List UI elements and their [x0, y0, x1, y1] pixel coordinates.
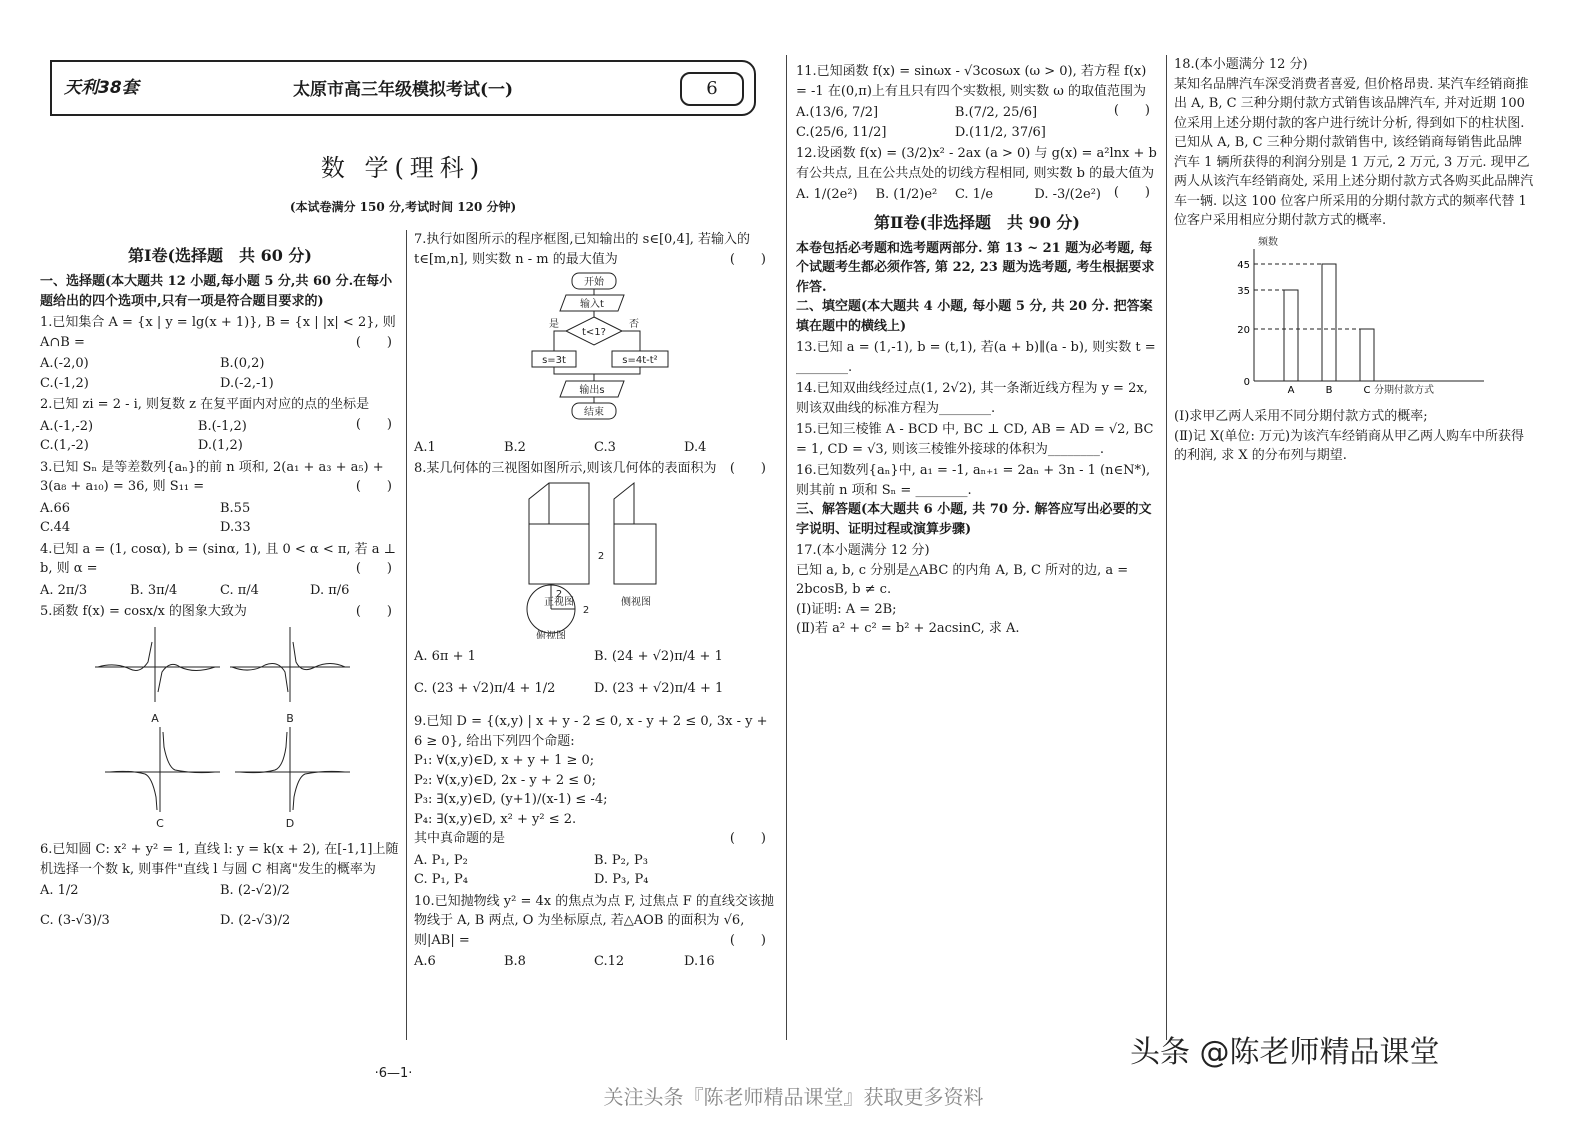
x-tick-label: C: [1363, 384, 1371, 396]
question-10: 10.已知抛物线 y² = 4x 的焦点为点 F, 过焦点 F 的直线交该抛物线于 A, B 两点, O 为坐标原点, 若△AOB 的面积为 √6, 则|AB| = ( ): [414, 893, 774, 948]
q17-part-2: (Ⅱ)若 a² + c² = b² + 2acsinC, 求 A.: [796, 621, 1020, 636]
q9-options: A. P₁, P₂ B. P₂, P₃ C. P₁, P₄ D. P₃, P₄: [414, 852, 649, 887]
question-12: 12.设函数 f(x) = (3/2)x² - 2ax (a > 0) 与 g(x) = a²lnx + b 有公共点, 且在公共点处的切线方程相同, 则实数 b 的最大值为 ( ): [796, 146, 1157, 200]
bar: [1284, 290, 1298, 381]
y-tick-label: 35: [1237, 285, 1250, 297]
q7-flowchart: [414, 269, 774, 429]
logo: 天利38套: [64, 78, 139, 98]
q18-part-2: (Ⅱ)记 X(单位: 万元)为该汽车经销商从甲乙两人购车中所获得的利润, 求 X 的分布列与期望.: [1174, 428, 1525, 463]
page-number: ·6—1·: [374, 1066, 413, 1081]
y-tick-label: 20: [1237, 324, 1250, 336]
subject-title: 数 学(理科): [320, 154, 486, 182]
x-tick-label: B: [1325, 384, 1333, 396]
footer-caption: 关注头条『陈老师精品课堂』获取更多资料: [603, 1085, 984, 1109]
question-4: 4.已知 a = (1, cosα), b = (sinα, 1), 且 0 < α < π, 若 a ⊥ b, 则 α = ( ): [40, 541, 396, 576]
y-tick-label: 0: [1243, 376, 1250, 388]
q10-options: A.6 B.8 C.12 D.16: [414, 954, 715, 969]
question-6: 6.已知圆 C: x² + y² = 1, 直线 l: y = k(x + 2), 在[-1,1]上随机选择一个数 k, 则事件"直线 l 与圆 C 相离"发生的概率为: [40, 842, 399, 877]
question-9: 9.已知 D = {(x,y) | x + y - 2 ≤ 0, x - y + 2 ≤ 0, 3x - y + 6 ≥ 0}, 给出下列四个命题:: [414, 714, 768, 749]
q5-graphs: [40, 622, 400, 832]
question-8: 8.某几何体的三视图如图所示,则该几何体的表面积为 ( ): [414, 461, 766, 476]
solve-section-intro: 三、解答题(本大题共 6 小题, 共 70 分. 解答应写出必要的文字说明、证明过程或演算步骤): [796, 502, 1152, 537]
q9-prop-4: P₄: ∃(x,y)∈D, x² + y² ≤ 2.: [414, 811, 577, 827]
svg-text:B: B: [286, 711, 294, 725]
question-3: 3.已知 Sₙ 是等差数列{aₙ}的前 n 项和, 2(a₁ + a₃ + a₅) + 3(a₈ + a₁₀) = 36, 则 S₁₁ = ( ): [40, 459, 392, 494]
q17-stem: 已知 a, b, c 分别是△ABC 的内角 A, B, C 所对的边, a = 2bcosB, b ≠ c.: [796, 562, 1129, 597]
question-14: 14.已知双曲线经过点(1, 2√2), 其一条渐近线方程为 y = 2x, 则该双曲线的标准方程为________.: [796, 381, 1148, 416]
svg-text:侧视图: 侧视图: [621, 596, 651, 608]
q17-head: 17.(本小题满分 12 分): [796, 543, 930, 558]
exam-title: 太原市高三年级模拟考试(一): [292, 80, 514, 100]
chart-ylabel: 频数: [1258, 236, 1278, 248]
q9-prop-1: P₁: ∀(x,y)∈D, x + y + 1 ≥ 0;: [414, 753, 595, 768]
question-1: 1.已知集合 A = {x | y = lg(x + 1)}, B = {x | |x| < 2}, 则 A∩B = ( ): [40, 315, 396, 350]
column-4: [1174, 55, 1534, 466]
svg-text:输入t: 输入t: [580, 299, 604, 310]
q11-options: A.(13/6, 7/2] B.(7/2, 25/6] C.(25/6, 11/2] D.(11/2, 37/6]: [796, 105, 1046, 140]
q18-head: 18.(本小题满分 12 分): [1174, 57, 1308, 72]
column-1: [40, 238, 400, 932]
q18-stem: 某知名品牌汽车深受消费者喜爱, 但价格昂贵. 某汽车经销商推出 A, B, C 三种分期付款方式销售该品牌汽车, 并对近期 100 位采用上述分期付款的客户进行统计分析, 得到如下的柱状图. 已知从 A, B, C 三种分期付款销售中, 该经销商每销售此品牌汽车 1 辆所获得的利润分别是 1 万元, 2 万元, 3 万元. 现甲乙两人从该汽车经销商处, 采用上述分期付款方式各购买此品牌汽车一辆. 以这 100 位客户所采用的分期付款方式的频率代替 1 位客户采用相应分期付款方式的概率.: [1174, 76, 1534, 228]
bar: [1360, 329, 1374, 381]
svg-text:开始: 开始: [584, 277, 604, 288]
question-15: 15.已知三棱锥 A - BCD 中, BC ⊥ CD, AB = AD = √2, BC = 1, CD = √3, 则该三棱锥外接球的体积为________.: [796, 422, 1154, 457]
column-divider: [786, 55, 787, 1040]
question-16: 16.已知数列{aₙ}中, a₁ = -1, aₙ₊₁ = 2aₙ + 3n - 1 (n∈N*), 则其前 n 项和 Sₙ = ________.: [796, 463, 1151, 498]
svg-text:是: 是: [549, 319, 559, 330]
svg-text:俯视图: 俯视图: [536, 630, 566, 639]
exam-header: [50, 60, 756, 116]
watermark: 头条 @陈老师精品课堂: [1130, 1035, 1440, 1070]
fill-section-intro: 二、填空题(本大题共 4 小题, 每小题 5 分, 共 20 分. 把答案填在题中的横线上): [796, 299, 1153, 334]
svg-text:D: D: [285, 816, 295, 830]
part1-title: 第Ⅰ卷(选择题 共 60 分): [127, 246, 313, 265]
q8-three-views: [414, 479, 774, 639]
part2-title: 第Ⅱ卷(非选择题 共 90 分): [873, 212, 1081, 232]
svg-text:2: 2: [555, 588, 563, 600]
q3-options: A.66 B.55 C.44 D.33: [40, 500, 251, 535]
question-13: 13.已知 a = (1,-1), b = (t,1), 若(a + b)∥(a - b), 则实数 t = ________.: [796, 340, 1156, 375]
q17-part-1: (Ⅰ)证明: A = 2B;: [796, 601, 897, 617]
part2-intro: 本卷包括必考题和选考题两部分. 第 13 ~ 21 题为必考题, 每个试题考生都必须作答, 第 22, 23 题为选考题, 考生根据要求作答.: [796, 240, 1155, 295]
q9-prop-3: P₃: ∃(x,y)∈D, (y+1)/(x-1) ≤ -4;: [414, 792, 608, 807]
q1-options: A.(-2,0) B.(0,2) C.(-1,2) D.(-2,-1): [40, 356, 274, 391]
chart-xlabel: 分期付款方式: [1374, 384, 1434, 396]
question-5: 5.函数 f(x) = cosx/x 的图象大致为 ( ): [40, 604, 392, 619]
svg-text:2: 2: [597, 550, 605, 562]
column-divider: [1166, 55, 1167, 1040]
svg-text:2: 2: [582, 604, 590, 616]
svg-text:否: 否: [629, 319, 639, 330]
column-2: [414, 228, 774, 974]
q4-options: A. 2π/3 B. 3π/4 C. π/4 D. π/6: [40, 582, 350, 598]
q9-ask: 其中真命题的是 ( ): [414, 831, 766, 846]
column-divider: [406, 230, 407, 1040]
q18-bar-chart: [1174, 231, 1534, 401]
paper-number: 6: [680, 72, 744, 106]
q2-options: A.(-1,-2) B.(-1,2) C.(1,-2) D.(1,2): [40, 418, 247, 453]
q9-prop-2: P₂: ∀(x,y)∈D, 2x - y + 2 ≤ 0;: [414, 772, 596, 788]
q7-options: A.1 B.2 C.3 D.4: [414, 439, 707, 455]
bar: [1322, 264, 1336, 381]
svg-text:A: A: [151, 711, 159, 725]
svg-text:s=4t-t²: s=4t-t²: [622, 355, 658, 366]
svg-text:正视图: 正视图: [544, 596, 574, 608]
q6-options: A. 1/2 B. (2-√2)/2 C. (3-√3)/3 D. (2-√3)/2: [40, 883, 291, 928]
q12-options: A. 1/(2e²) B. (1/2)e² C. 1/e D. -3/(2e²): [796, 187, 1101, 202]
exam-note: (本试卷满分 150 分,考试时间 120 分钟): [289, 200, 517, 214]
svg-text:s=3t: s=3t: [542, 355, 566, 366]
svg-text:C: C: [156, 816, 164, 830]
y-tick-label: 45: [1237, 259, 1250, 271]
q18-part-1: (Ⅰ)求甲乙两人采用不同分期付款方式的概率;: [1174, 409, 1428, 424]
part1-intro: 一、选择题(本大题共 12 小题,每小题 5 分,共 60 分.在每小题给出的四个选项中,只有一项是符合题目要求的): [40, 274, 393, 309]
q8-options: A. 6π + 1 B. (24 + √2)π/4 + 1 C. (23 + √2)π/4 + 1/2 D. (23 + √2)π/4 + 1: [414, 649, 724, 696]
question-2: 2.已知 zi = 2 - i, 则复数 z 在复平面内对应的点的坐标是 ( ): [40, 397, 392, 432]
column-3: [796, 60, 1158, 639]
question-11: 11.已知函数 f(x) = sinωx - √3cosωx (ω > 0), 若方程 f(x) = -1 在(0,π)上有且只有四个实数根, 则实数 ω 的取值范围为 ( ): [796, 64, 1150, 118]
x-tick-label: A: [1287, 384, 1295, 396]
svg-text:t<1?: t<1?: [582, 327, 606, 338]
question-7: 7.执行如图所示的程序框图,已知输出的 s∈[0,4], 若输入的 t∈[m,n], 则实数 n - m 的最大值为 ( ): [414, 232, 766, 267]
svg-text:输出s: 输出s: [579, 385, 605, 396]
svg-text:结束: 结束: [584, 407, 604, 418]
